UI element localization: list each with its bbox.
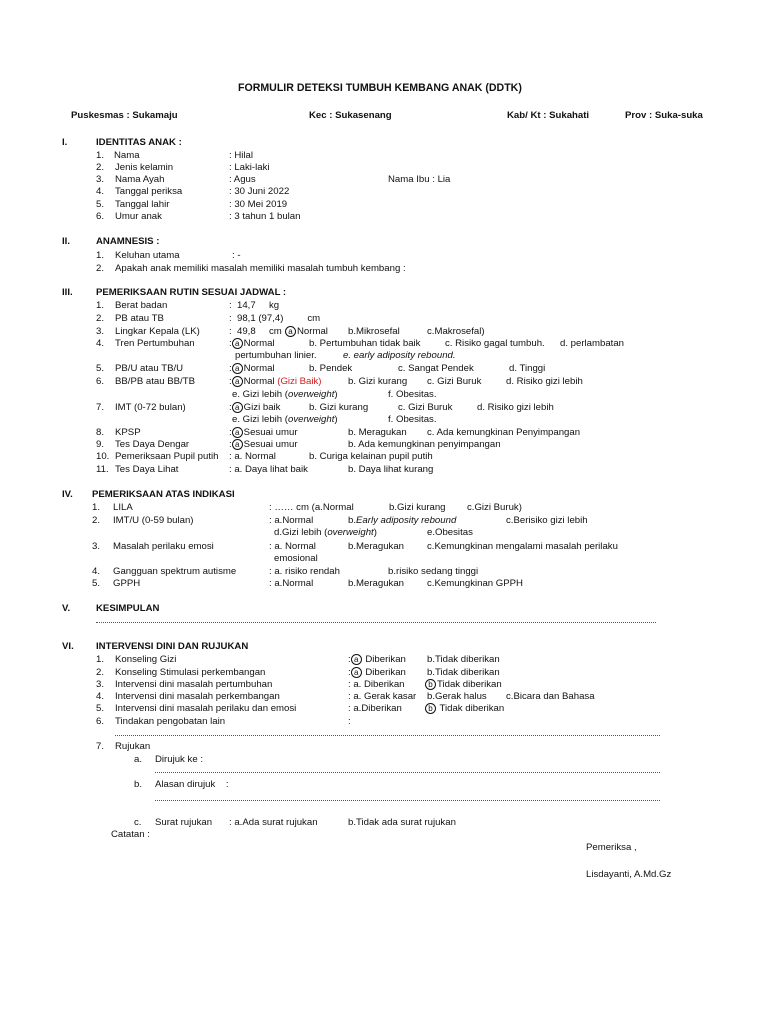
option-label: b.Meragukan [348, 578, 404, 589]
row-number: 4. [96, 691, 105, 702]
field-label: Dirujuk ke : [155, 754, 203, 765]
field-label: Apakah anak memiliki masalah memiliki masalah tumbuh kembang : [115, 263, 406, 274]
option-label: e. Gizi lebih ( [232, 414, 288, 425]
section-title: ANAMNESIS : [96, 236, 160, 247]
option-label: ) [334, 414, 338, 425]
option-tidak-diberikan-selected [425, 679, 502, 691]
option-label: c.Gizi Buruk) [467, 502, 522, 513]
option-label: b. Gizi kurang [348, 376, 408, 387]
row-number: 1. [96, 300, 105, 311]
field-label: Lingkar Kepala (LK) [115, 326, 200, 337]
option-label: : a.Diberikan [348, 703, 402, 714]
option-diberikan-selected: : a Diberikan [348, 654, 406, 665]
option-label: : …… cm (a.Normal [269, 502, 354, 513]
option-label: Normal [297, 326, 328, 337]
option-label: b. Ada kemungkinan penyimpangan [348, 439, 501, 450]
option-label: Tidak diberikan [437, 703, 505, 714]
option-early-adiposity [348, 515, 456, 527]
catatan-label: Catatan : [111, 829, 150, 840]
field-label: Umur anak [115, 211, 162, 222]
row-number: 6. [96, 376, 105, 387]
row-number: 4. [96, 338, 105, 349]
option-label: e.Obesitas [427, 527, 473, 538]
field-label: Konseling Gizi [115, 654, 177, 665]
selected-circle-icon: a [232, 338, 243, 349]
option-gizi-lebih [274, 527, 377, 539]
field-value-umur-anak: : 3 tahun 1 bulan [229, 211, 301, 222]
option-label: c. Gizi Buruk [398, 402, 453, 413]
option-sesuai-umur-selected: : a Sesuai umur [229, 439, 298, 450]
row-number: 2. [92, 515, 101, 526]
option-label: Gizi baik [243, 402, 281, 413]
field-label: Konseling Stimulasi perkembangan [115, 667, 266, 678]
option-normal-selected: : a Normal [229, 363, 275, 374]
field-label: Tanggal periksa [115, 186, 183, 197]
row-number: 5. [96, 703, 105, 714]
tindakan-line[interactable] [115, 735, 660, 736]
header-prov: Prov : Suka-suka [625, 110, 703, 121]
section-number: VI. [62, 641, 74, 652]
option-normal-selected: : a Normal [229, 338, 275, 349]
selected-circle-icon: a [232, 363, 243, 374]
row-number: 1. [96, 250, 105, 261]
option-label: b.Mikrosefal [348, 326, 400, 337]
option-label: c.Makrosefal) [427, 326, 485, 337]
selected-circle-icon: a [232, 376, 243, 387]
gizi-baik-note: (Gizi Baik) [277, 376, 322, 387]
row-number: 2. [96, 313, 105, 324]
option-gizi-lebih [232, 389, 338, 401]
field-label: IMT (0-72 bulan) [115, 402, 186, 413]
row-number: 9. [96, 439, 105, 450]
selected-circle-icon: a [232, 402, 243, 413]
row-number: 2. [96, 162, 105, 173]
option-label: b.Tidak ada surat rujukan [348, 817, 456, 828]
option-label: b.Gizi kurang [389, 502, 446, 513]
field-label: Tanggal lahir [115, 199, 170, 210]
row-number: 5. [92, 578, 101, 589]
option-label: c.Berisiko gizi lebih [506, 515, 588, 526]
section-number: I. [62, 137, 68, 148]
field-label: Tindakan pengobatan lain [115, 716, 226, 727]
section-title: INTERVENSI DINI DAN RUJUKAN [96, 641, 249, 652]
section-title: IDENTITAS ANAK : [96, 137, 182, 148]
option-label: b.Meragukan [348, 541, 404, 552]
field-label: Intervensi dini masalah perkembangan [115, 691, 280, 702]
field-label: Rujukan [115, 741, 151, 752]
option-label: b. Daya lihat kurang [348, 464, 434, 475]
row-number: 3. [92, 541, 101, 552]
option-normal-selected [285, 326, 328, 338]
section-number: III. [62, 287, 73, 298]
option-label: Normal [243, 338, 275, 349]
row-number: 2. [96, 667, 105, 678]
option-label: : a. Normal [269, 541, 316, 552]
option-label: emosional [274, 553, 318, 564]
signature-name: Lisdayanti, A.Md.Gz [586, 869, 672, 880]
option-label: b. [348, 515, 357, 526]
option-label: ) [373, 527, 377, 538]
option-label: Diberikan [365, 667, 406, 678]
selected-circle-icon: a [351, 654, 362, 665]
option-label: : a. risiko rendah [269, 566, 340, 577]
field-label: Nama Ayah [115, 174, 165, 185]
field-label: Berat badan [115, 300, 168, 311]
option-label: : a. Normal [229, 451, 276, 462]
row-number: 10. [96, 451, 110, 462]
section-number: IV. [62, 489, 73, 500]
section-title: KESIMPULAN [96, 603, 160, 614]
row-number: 5. [96, 363, 105, 374]
selected-circle-icon: a [232, 439, 243, 450]
field-label: Nama [114, 150, 140, 161]
section-title: PEMERIKSAAN ATAS INDIKASI [92, 489, 235, 500]
option-label-italic: overweight [327, 527, 374, 538]
row-number: 2. [96, 263, 105, 274]
field-label: IMT/U (0-59 bulan) [113, 515, 194, 526]
option-label-italic: overweight [287, 414, 335, 425]
row-number: 1. [92, 502, 101, 513]
header-kab: Kab/ Kt : Sukahati [507, 110, 590, 121]
option-label: c.Bicara dan Bahasa [506, 691, 595, 702]
selected-circle-icon: b [425, 703, 436, 714]
signature-role: Pemeriksa , [586, 842, 637, 853]
row-number: 1. [96, 150, 105, 161]
row-number: 3. [96, 326, 105, 337]
option-label: Sesuai umur [243, 439, 298, 450]
alasan-dirujuk-line[interactable] [155, 800, 660, 801]
field-label: LILA [113, 502, 133, 513]
option-label: d.Gizi lebih ( [274, 527, 328, 538]
section-number: V. [62, 603, 71, 614]
option-label: e. early adiposity rebound. [343, 350, 456, 361]
row-number: 4. [92, 566, 101, 577]
option-label: : a. Daya lihat baik [229, 464, 308, 475]
field-label: Pemeriksaan Pupil putih [115, 451, 219, 462]
option-label: b. Pertumbuhan tidak baik [309, 338, 421, 349]
option-label: b. Curiga kelainan pupil putih [309, 451, 433, 462]
field-label: Gangguan spektrum autisme [113, 566, 237, 577]
row-number: 1. [96, 654, 105, 665]
dirujuk-ke-line[interactable] [155, 772, 660, 773]
option-label: d. perlambatan [560, 338, 624, 349]
field-label: KPSP [115, 427, 141, 438]
option-gizi-baik-selected: : a Gizi baik [229, 402, 281, 413]
field-label: Intervensi dini masalah perilaku dan emosi [115, 703, 297, 714]
field-label: Tes Daya Dengar [115, 439, 190, 450]
field-value-jenis-kelamin: : Laki-laki [229, 162, 270, 173]
header-kec: Kec : Sukasenang [309, 110, 392, 121]
option-label: : a.Normal [269, 578, 314, 589]
option-label: b.Tidak diberikan [427, 667, 500, 678]
option-label: ) [334, 389, 338, 400]
option-label: c. Ada kemungkinan Penyimpangan [427, 427, 581, 438]
option-label: Sesuai umur [243, 427, 298, 438]
field-label: BB/PB atau BB/TB [115, 376, 195, 387]
option-label: : a. Diberikan [348, 679, 405, 690]
kesimpulan-line[interactable] [96, 622, 656, 623]
option-label: d. Risiko gizi lebih [506, 376, 583, 387]
field-value-berat-badan: : 14,7 kg [229, 300, 280, 311]
field-label: Jenis kelamin [115, 162, 174, 173]
field-label: PB atau TB [115, 313, 164, 324]
field-value-keluhan: : - [232, 250, 241, 261]
field-label: Keluhan utama [115, 250, 180, 261]
header-puskesmas: Puskesmas : Sukamaju [71, 110, 178, 121]
field-label: Surat rujukan [155, 817, 213, 828]
selected-circle-icon: a [285, 326, 296, 337]
option-label: b.Tidak diberikan [427, 654, 500, 665]
option-label: b.Gerak halus [427, 691, 487, 702]
option-label: b. Pendek [309, 363, 353, 374]
field-label: Tes Daya Lihat [115, 464, 179, 475]
row-number: 7. [96, 402, 105, 413]
row-number: 3. [96, 679, 105, 690]
field-label: Intervensi dini masalah pertumbuhan [115, 679, 273, 690]
option-label: d. Risiko gizi lebih [477, 402, 554, 413]
option-label: b. Gizi kurang [309, 402, 369, 413]
field-value-nama-ayah: : Agus [229, 174, 256, 185]
row-number: 6. [96, 716, 105, 727]
option-label: c. Sangat Pendek [398, 363, 474, 374]
option-label-italic: Early adiposity rebound [356, 515, 457, 526]
row-number: 8. [96, 427, 105, 438]
option-label: c.Kemungkinan mengalami masalah perilaku [427, 541, 618, 552]
selected-circle-icon: a [351, 667, 362, 678]
option-label: : a.Ada surat rujukan [229, 817, 318, 828]
option-label: Normal [243, 376, 275, 387]
option-gizi-lebih [232, 414, 338, 426]
option-label: f. Obesitas. [388, 414, 437, 425]
option-label: b.risiko sedang tinggi [388, 566, 479, 577]
sub-row-letter: a. [134, 754, 143, 765]
option-normal-selected: : a Normal (Gizi Baik) [229, 376, 322, 387]
field-value-tindakan: : [348, 716, 351, 727]
option-label: c. Gizi Buruk [427, 376, 482, 387]
option-diberikan-selected: : a Diberikan [348, 667, 406, 678]
option-label: Tidak diberikan [437, 679, 502, 690]
row-number: 11. [96, 464, 109, 475]
field-value-tanggal-lahir: : 30 Mei 2019 [229, 199, 288, 210]
field-value-lingkar-kepala: : 49,8 cm [229, 326, 282, 337]
option-sesuai-umur-selected: : a Sesuai umur [229, 427, 298, 438]
option-tidak-diberikan-selected [425, 703, 504, 715]
selected-circle-icon: b [425, 679, 436, 690]
option-label: b. Meragukan [348, 427, 407, 438]
row-number: 6. [96, 211, 105, 222]
field-label: PB/U atau TB/U [115, 363, 184, 374]
field-value-nama-ibu: Nama Ibu : Lia [388, 174, 451, 185]
option-label: f. Obesitas. [388, 389, 437, 400]
section-number: II. [62, 236, 70, 247]
option-label: pertumbuhan linier. [235, 350, 317, 361]
field-value-tanggal-periksa: : 30 Juni 2022 [229, 186, 290, 197]
option-label: c. Risiko gagal tumbuh. [445, 338, 545, 349]
field-label: Masalah perilaku emosi [113, 541, 214, 552]
option-label: c.Kemungkinan GPPH [427, 578, 523, 589]
field-value-pb-tb: : 98,1 (97,4) cm [229, 313, 321, 324]
sub-row-letter: c. [134, 817, 142, 828]
option-label-italic: overweight [287, 389, 335, 400]
option-label: Normal [243, 363, 275, 374]
field-value-nama: : Hilal [229, 150, 253, 161]
option-label: d. Tinggi [509, 363, 546, 374]
row-number: 5. [96, 199, 105, 210]
form-title: FORMULIR DETEKSI TUMBUH KEMBANG ANAK (DDTK) [238, 82, 522, 94]
field-label: GPPH [113, 578, 141, 589]
field-label: Tren Pertumbuhan [115, 338, 195, 349]
row-number: 4. [96, 186, 105, 197]
option-label: Diberikan [365, 654, 406, 665]
field-label: Alasan dirujuk : [155, 779, 229, 790]
row-number: 7. [96, 741, 105, 752]
option-label: : a.Normal [269, 515, 314, 526]
sub-row-letter: b. [134, 779, 143, 790]
selected-circle-icon: a [232, 427, 243, 438]
option-label: e. Gizi lebih ( [232, 389, 288, 400]
row-number: 3. [96, 174, 105, 185]
section-title: PEMERIKSAAN RUTIN SESUAI JADWAL : [96, 287, 287, 298]
option-label: : a. Gerak kasar [348, 691, 417, 702]
